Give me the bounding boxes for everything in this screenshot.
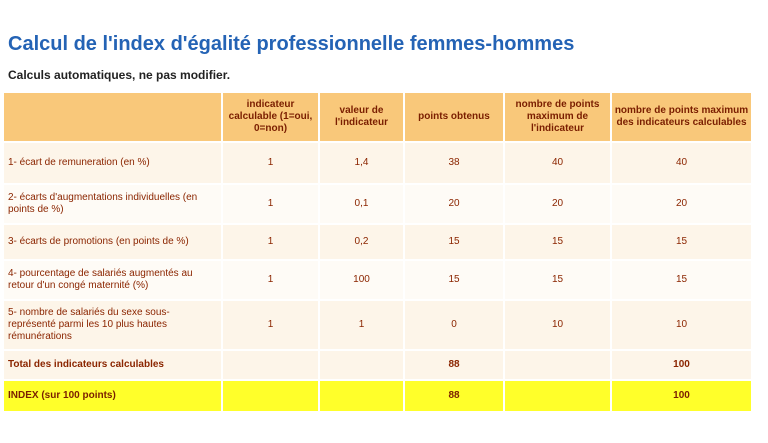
index-table: [4, 93, 751, 411]
cell-max-calculables: 20: [611, 184, 751, 224]
table-row: [4, 260, 751, 300]
cell-max: 10: [504, 300, 611, 350]
cell-points: 38: [404, 142, 504, 184]
cell-max-calculables: 15: [611, 224, 751, 260]
index-label: INDEX (sur 100 points): [4, 380, 222, 411]
cell-valeur: 100: [319, 260, 404, 300]
cell-max: 20: [504, 184, 611, 224]
cell-calculable: 1: [222, 184, 319, 224]
header-max-calculables: nombre de points maximum des indicateurs calculables: [611, 93, 751, 142]
total-label: Total des indicateurs calculables: [4, 350, 222, 380]
row-label: 5- nombre de salariés du sexe sous-représenté parmi les 10 plus hautes rémunérations: [4, 300, 222, 350]
cell-max-calculables: 10: [611, 300, 751, 350]
table-row: [4, 224, 751, 260]
cell-valeur: 0,2: [319, 224, 404, 260]
cell-calculable: 1: [222, 300, 319, 350]
cell-calculable: 1: [222, 224, 319, 260]
page-title: Calcul de l'index d'égalité professionnelle femmes-hommes: [8, 33, 575, 55]
table-header-row: [4, 93, 751, 142]
row-label: 1- écart de remuneration (en %): [4, 142, 222, 184]
cell-points: 0: [404, 300, 504, 350]
cell-valeur: 1: [319, 300, 404, 350]
table-row: [4, 300, 751, 350]
header-calculable: indicateur calculable (1=oui, 0=non): [222, 93, 319, 142]
total-max-calculables: 100: [611, 350, 751, 380]
cell-points: 15: [404, 224, 504, 260]
index-points: 88: [404, 380, 504, 411]
cell-max-calculables: 40: [611, 142, 751, 184]
index-row: [4, 380, 751, 411]
cell-valeur: 1,4: [319, 142, 404, 184]
cell-valeur: 0,1: [319, 184, 404, 224]
header-points: points obtenus: [404, 93, 504, 142]
table-row: [4, 142, 751, 184]
cell-max: 15: [504, 260, 611, 300]
header-valeur: valeur de l'indicateur: [319, 93, 404, 142]
cell-max-calculables: 15: [611, 260, 751, 300]
index-max-calculables: 100: [611, 380, 751, 411]
row-label: 2- écarts d'augmentations individuelles (en points de %): [4, 184, 222, 224]
row-label: 4- pourcentage de salariés augmentés au retour d'un congé maternité (%): [4, 260, 222, 300]
cell-calculable: 1: [222, 142, 319, 184]
row-label: 3- écarts de promotions (en points de %): [4, 224, 222, 260]
cell-calculable: 1: [222, 260, 319, 300]
cell-max: 40: [504, 142, 611, 184]
cell-max: 15: [504, 224, 611, 260]
cell-points: 15: [404, 260, 504, 300]
header-label: [4, 93, 222, 142]
cell-points: 20: [404, 184, 504, 224]
total-points: 88: [404, 350, 504, 380]
page-subtitle: Calculs automatiques, ne pas modifier.: [8, 68, 231, 82]
total-row: [4, 350, 751, 380]
table-row: [4, 184, 751, 224]
header-max: nombre de points maximum de l'indicateur: [504, 93, 611, 142]
